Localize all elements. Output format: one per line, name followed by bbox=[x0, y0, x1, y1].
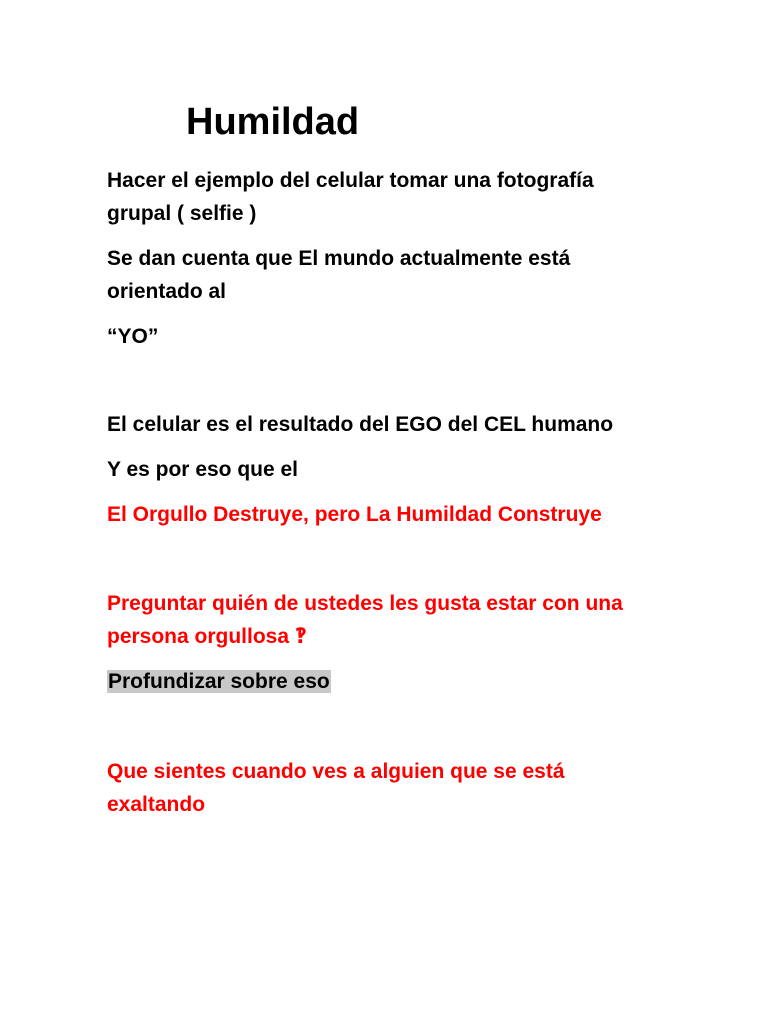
paragraph-question-orgullosa bbox=[107, 587, 667, 653]
page-title: Humildad bbox=[186, 101, 360, 143]
paragraph-profundizar bbox=[107, 665, 667, 698]
paragraph-line: persona orgullosa ‽ bbox=[107, 625, 308, 648]
highlighted-text: Profundizar sobre eso bbox=[108, 670, 330, 693]
paragraph-yo: “YO” bbox=[107, 325, 159, 348]
paragraph-orgullo-humildad: El Orgullo Destruye, pero La Humildad Construye bbox=[107, 503, 602, 526]
paragraph-line: Se dan cuenta que El mundo actualmente está bbox=[107, 247, 571, 270]
paragraph-line: Hacer el ejemplo del celular tomar una fotografía bbox=[107, 169, 594, 192]
paragraph-line: orientado al bbox=[107, 280, 227, 303]
paragraph-selfie-example bbox=[107, 164, 667, 230]
paragraph-line: grupal ( selfie ) bbox=[107, 202, 257, 225]
paragraph-por-eso: Y es por eso que el bbox=[107, 458, 299, 481]
paragraph-line: exaltando bbox=[107, 793, 206, 816]
paragraph-ego: El celular es el resultado del EGO del CEL humano bbox=[107, 413, 614, 436]
paragraph-line: Que sientes cuando ves a alguien que se está bbox=[107, 760, 565, 783]
paragraph-exaltando-question bbox=[107, 755, 667, 821]
paragraph-line: Preguntar quién de ustedes les gusta estar con una bbox=[107, 592, 623, 615]
paragraph-world-oriented bbox=[107, 242, 667, 308]
